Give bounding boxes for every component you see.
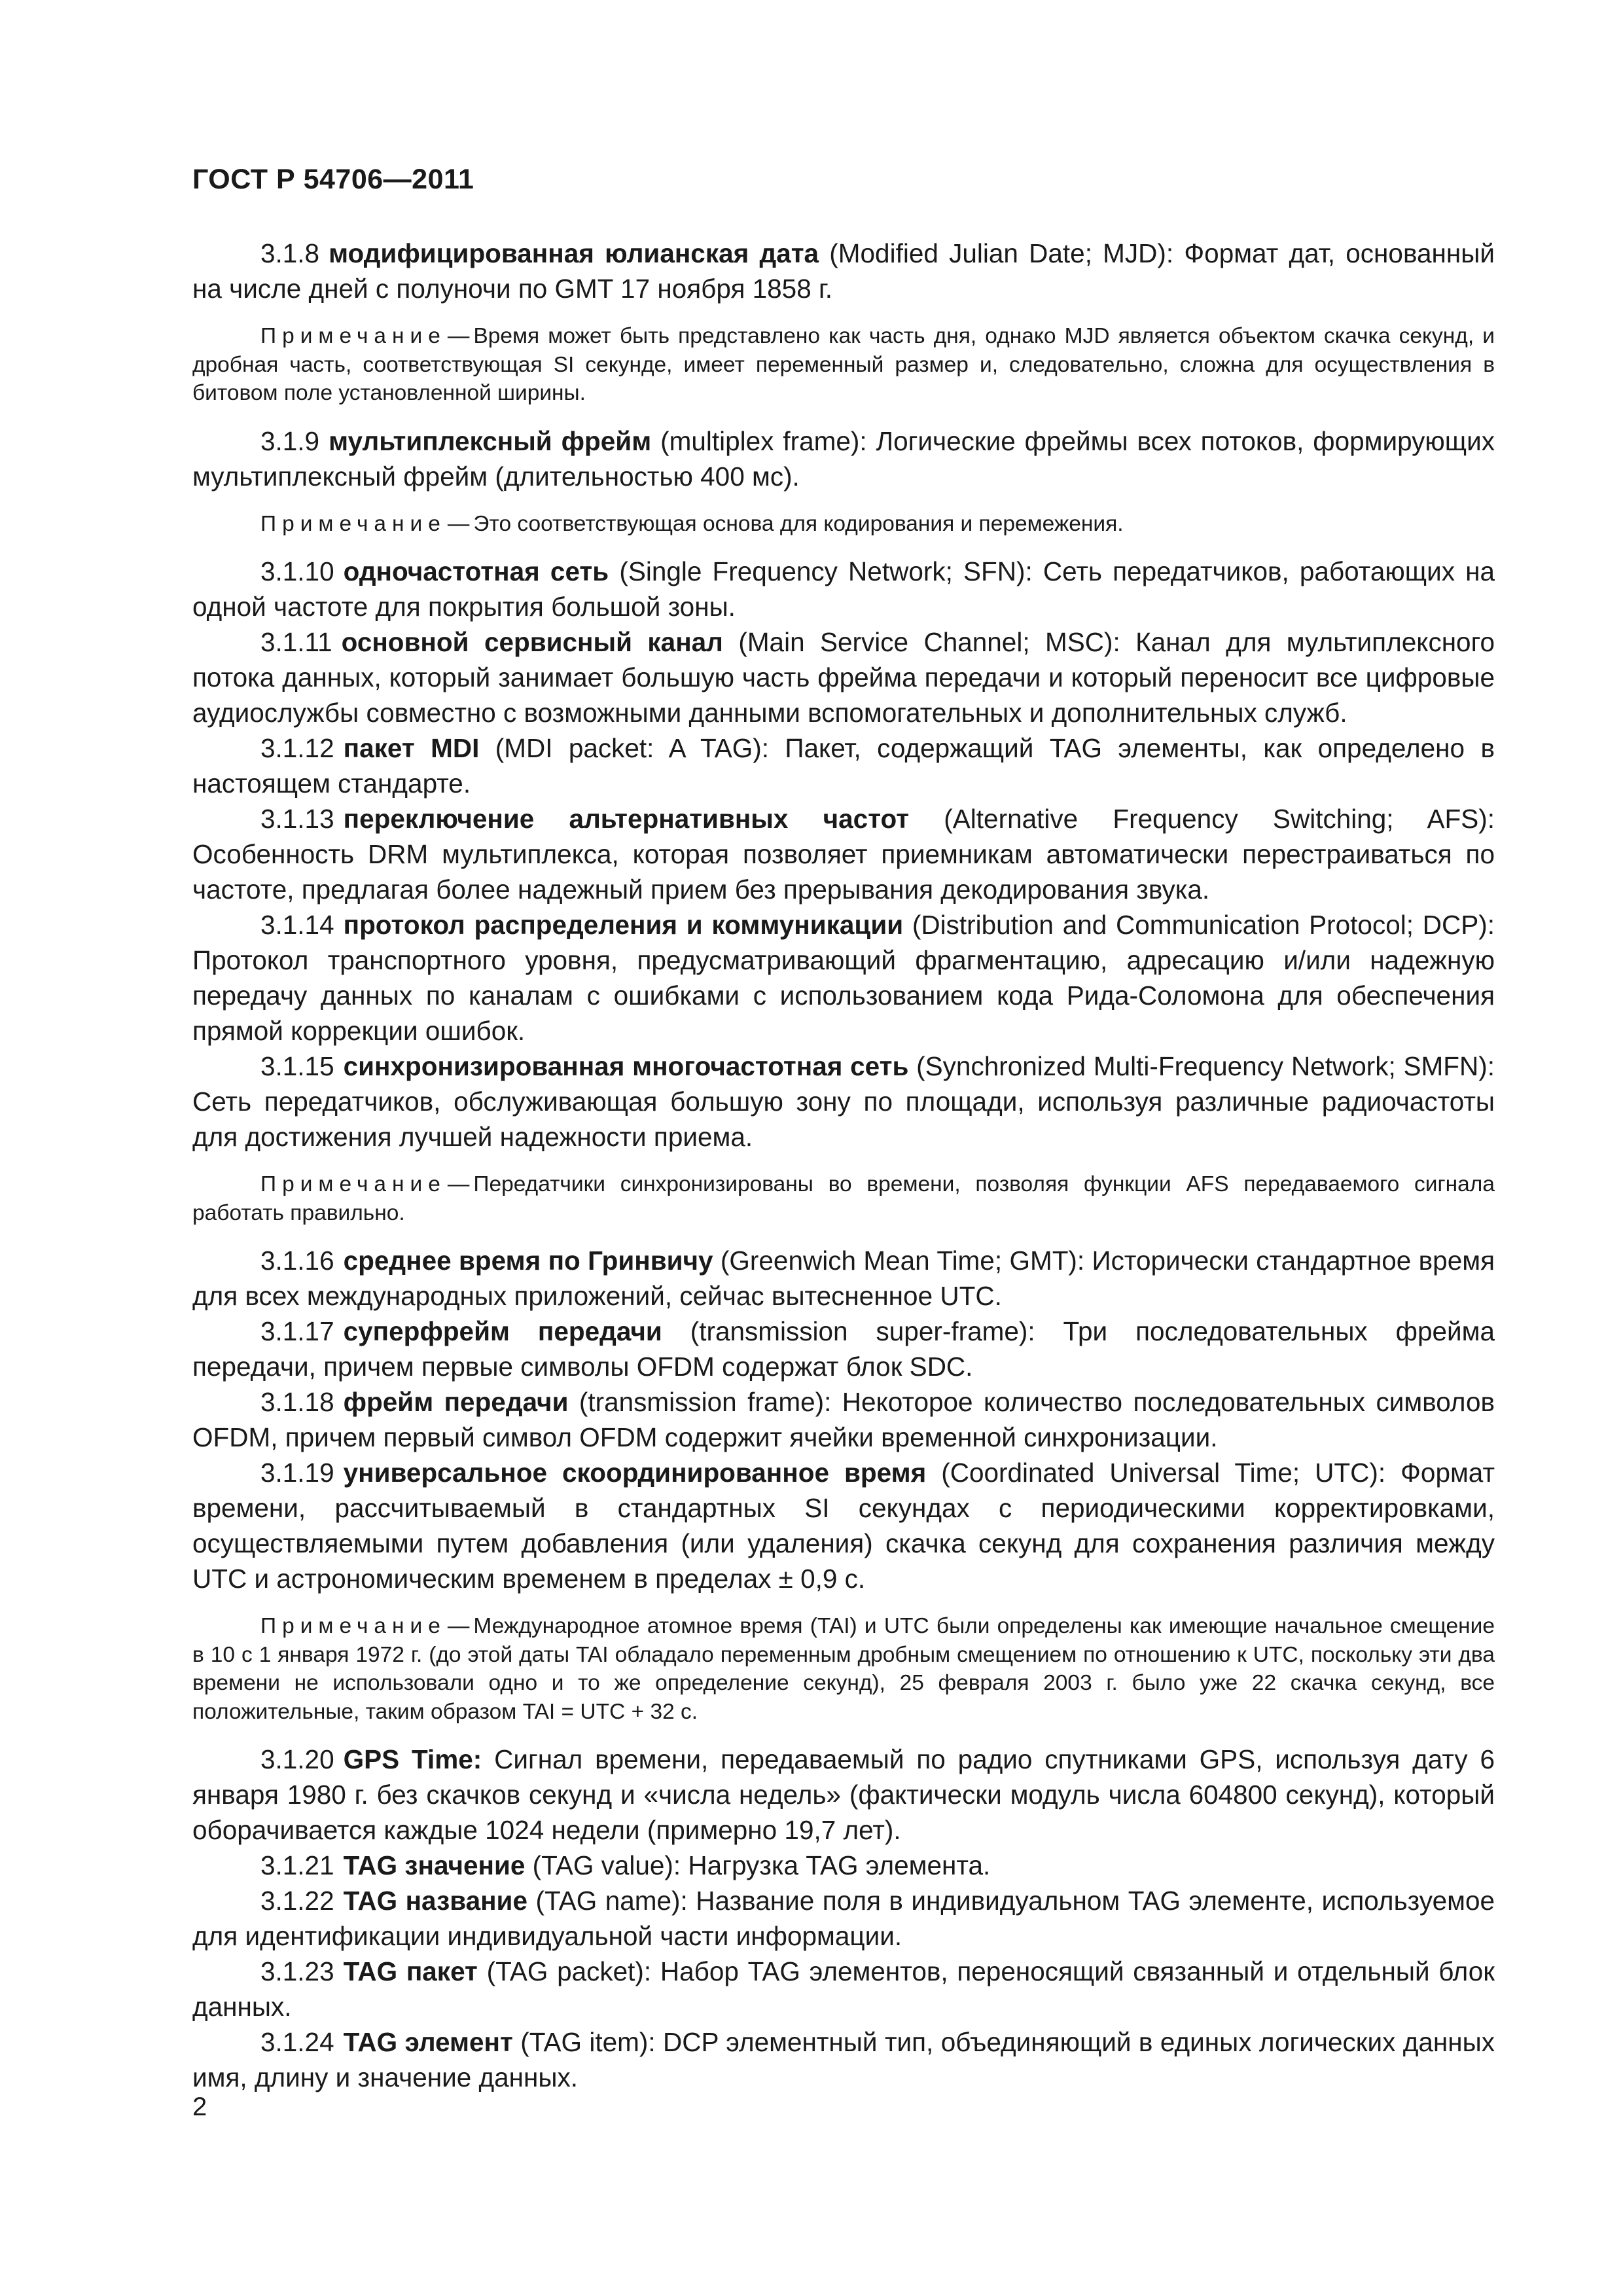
entry-definition: (transmission frame): Некоторое количество последовательных символов OFDM, причем первый символ OFDM содержит ячейки временной синхронизации. xyxy=(192,1387,1495,1452)
entry-definition: (Alternative Frequency Switching; AFS): Особенность DRM мультиплекса, которая позволяет приемникам автоматически перестраиваться по частоте, предлагая более надежный прием без прерывания декодирования звука. xyxy=(192,804,1495,905)
entry-term: среднее время по Гринвичу xyxy=(343,1246,713,1276)
entry-term: мультиплексный фрейм xyxy=(329,425,652,456)
note-label: Примечание xyxy=(260,324,446,348)
definition-entry xyxy=(192,1314,1495,1384)
entry-term: пакет MDI xyxy=(343,733,480,763)
entry-definition: (Coordinated Universal Time; UTC): Формат времени, рассчитываемый в стандартных SI секундах с периодическими корректировками, осуществляемыми путем добавления (или удаления) скачка секунд для сохранения различия между UTC и астрономическим временем в пределах ± 0,9 с. xyxy=(192,1458,1495,1594)
definition-entry xyxy=(192,2024,1495,2095)
definitions-list xyxy=(192,236,1495,2095)
definition-entry xyxy=(192,1848,1495,1883)
note-dash: — xyxy=(447,324,470,348)
entry-number: 3.1.9 xyxy=(260,425,320,456)
entry-number: 3.1.10 xyxy=(260,556,334,586)
definition-entry xyxy=(192,624,1495,730)
note-label: Примечание xyxy=(260,1172,446,1196)
entry-definition: (multiplex frame): Логические фреймы всех потоков, формирующих мультиплексный фрейм (длительностью 400 мс). xyxy=(192,425,1495,492)
definition-entry xyxy=(192,1243,1495,1314)
note-label: Примечание xyxy=(260,511,446,536)
entry-term: TAG значение xyxy=(343,1850,526,1880)
entry-number: 3.1.22 xyxy=(260,1886,334,1916)
entry-term: одночастотная сеть xyxy=(343,556,609,586)
definition-entry xyxy=(192,730,1495,801)
entry-term: TAG элемент xyxy=(343,2027,513,2057)
entry-term: суперфрейм передачи xyxy=(343,1316,662,1346)
note-paragraph xyxy=(192,1612,1495,1726)
entry-term: фрейм передачи xyxy=(343,1387,569,1417)
definition-entry xyxy=(192,1384,1495,1455)
entry-term: GPS Time: xyxy=(343,1744,482,1774)
entry-number: 3.1.20 xyxy=(260,1744,334,1774)
definition-entry xyxy=(192,236,1495,306)
note-text: Передатчики синхронизированы во времени, позволяя функции AFS передаваемого сигнала работать правильно. xyxy=(192,1172,1495,1225)
page-number: 2 xyxy=(192,2092,207,2121)
entry-definition: (TAG value): Нагрузка TAG элемента. xyxy=(525,1850,991,1880)
entry-definition: (TAG item): DCP элементный тип, объединяющий в единых логических данных имя, длину и значение данных. xyxy=(192,2027,1495,2092)
entry-number: 3.1.15 xyxy=(260,1051,334,1081)
note-dash: — xyxy=(447,1614,470,1638)
entry-definition: (TAG packet): Набор TAG элементов, переносящий связанный и отдельный блок данных. xyxy=(192,1956,1495,2022)
entry-number: 3.1.16 xyxy=(260,1246,334,1276)
entry-definition: Сигнал времени, передаваемый по радио спутниками GPS, используя дату 6 января 1980 г. без скачков секунд и «числа недель» (фактически модуль числа 604800 секунд), который оборачивается каждые 1024 недели (примерно 19,7 лет). xyxy=(192,1744,1495,1845)
entry-definition: (Synchronized Multi-Frequency Network; SMFN): Сеть передатчиков, обслуживающая большую зону по площади, используя различные радиочастоты для достижения лучшей надежности приема. xyxy=(192,1051,1495,1152)
entry-term: универсальное скоординированное время xyxy=(343,1458,927,1488)
entry-definition: (TAG name): Название поля в индивидуальном TAG элементе, используемое для идентификации индивидуальной части информации. xyxy=(192,1886,1495,1951)
entry-definition: (Main Service Channel; MSC): Канал для мультиплексного потока данных, который занимает большую часть фрейма передачи и который переносит все цифровые аудиослужбы совместно с возможными данными вспомогательных и дополнительных служб. xyxy=(192,627,1495,728)
definition-entry xyxy=(192,907,1495,1049)
entry-number: 3.1.21 xyxy=(260,1850,334,1880)
entry-definition: (Single Frequency Network; SFN): Сеть передатчиков, работающих на одной частоте для покрытия большой зоны. xyxy=(192,556,1495,622)
definition-entry xyxy=(192,423,1495,494)
entry-term: модифицированная юлианская дата xyxy=(329,238,819,268)
definition-entry xyxy=(192,1954,1495,2024)
document-header: ГОСТ Р 54706—2011 xyxy=(192,164,474,195)
entry-definition: (Modified Julian Date; MJD): Формат дат, основанный на числе дней с полуночи по GMT 17 ноября 1858 г. xyxy=(192,238,1495,304)
entry-number: 3.1.18 xyxy=(260,1387,334,1417)
note-label: Примечание xyxy=(260,1614,446,1638)
note-text: Время может быть представлено как часть дня, однако MJD является объектом скачка секунд, и дробная часть, соответствующая SI секунде, имеет переменный размер и, следовательно, сложна для осуществления в битовом поле установленной ширины. xyxy=(192,324,1495,405)
definition-entry xyxy=(192,1455,1495,1596)
entry-number: 3.1.24 xyxy=(260,2027,334,2057)
entry-definition: (MDI packet: A TAG): Пакет, содержащий TAG элементы, как определено в настоящем стандарте. xyxy=(192,733,1495,798)
entry-definition: (Greenwich Mean Time; GMT): Исторически стандартное время для всех международных приложений, сейчас вытесненное UTC. xyxy=(192,1246,1495,1311)
entry-term: переключение альтернативных частот xyxy=(343,804,910,834)
definition-entry xyxy=(192,1049,1495,1155)
entry-term: основной сервисный канал xyxy=(341,627,723,657)
entry-definition: (Distribution and Communication Protocol; DCP): Протокол транспортного уровня, предусматривающий фрагментацию, адресацию и/или надежную передачу данных по каналам с ошибками с использованием кода Рида-Соломона для обеспечения прямой коррекции ошибок. xyxy=(192,910,1495,1046)
definition-entry xyxy=(192,1883,1495,1954)
entry-number: 3.1.11 xyxy=(260,627,332,657)
entry-number: 3.1.14 xyxy=(260,910,334,940)
entry-number: 3.1.23 xyxy=(260,1956,334,1986)
entry-number: 3.1.17 xyxy=(260,1316,334,1346)
entry-number: 3.1.19 xyxy=(260,1458,334,1488)
note-paragraph xyxy=(192,322,1495,408)
note-text: Международное атомное время (TAI) и UTC были определены как имеющие начальное смещение в 10 с 1 января 1972 г. (до этой даты TAI обладало переменным дробным смещением по отношению к UTC, поскольку эти два времени не использовали одно и то же определение секунд), 25 февраля 2003 г. было уже 22 скачка секунд, все положительные, таким образом TAI = UTC + 32 с. xyxy=(192,1614,1495,1724)
note-dash: — xyxy=(447,1172,470,1196)
entry-number: 3.1.12 xyxy=(260,733,334,763)
note-dash: — xyxy=(447,511,470,536)
note-text: Это соответствующая основа для кодирования и перемежения. xyxy=(473,511,1124,536)
definition-entry xyxy=(192,801,1495,907)
definition-entry xyxy=(192,554,1495,624)
note-paragraph xyxy=(192,1170,1495,1227)
entry-term: протокол распределения и коммуникации xyxy=(343,910,904,940)
entry-number: 3.1.13 xyxy=(260,804,334,834)
definition-entry xyxy=(192,1742,1495,1848)
note-paragraph xyxy=(192,510,1495,539)
entry-term: TAG название xyxy=(343,1886,527,1916)
entry-number: 3.1.8 xyxy=(260,238,320,268)
entry-term: синхронизированная многочастотная сеть xyxy=(343,1051,909,1081)
entry-definition: (transmission super-frame): Три последовательных фрейма передачи, причем первые символы OFDM содержат блок SDC. xyxy=(192,1316,1495,1382)
entry-term: TAG пакет xyxy=(343,1956,478,1986)
